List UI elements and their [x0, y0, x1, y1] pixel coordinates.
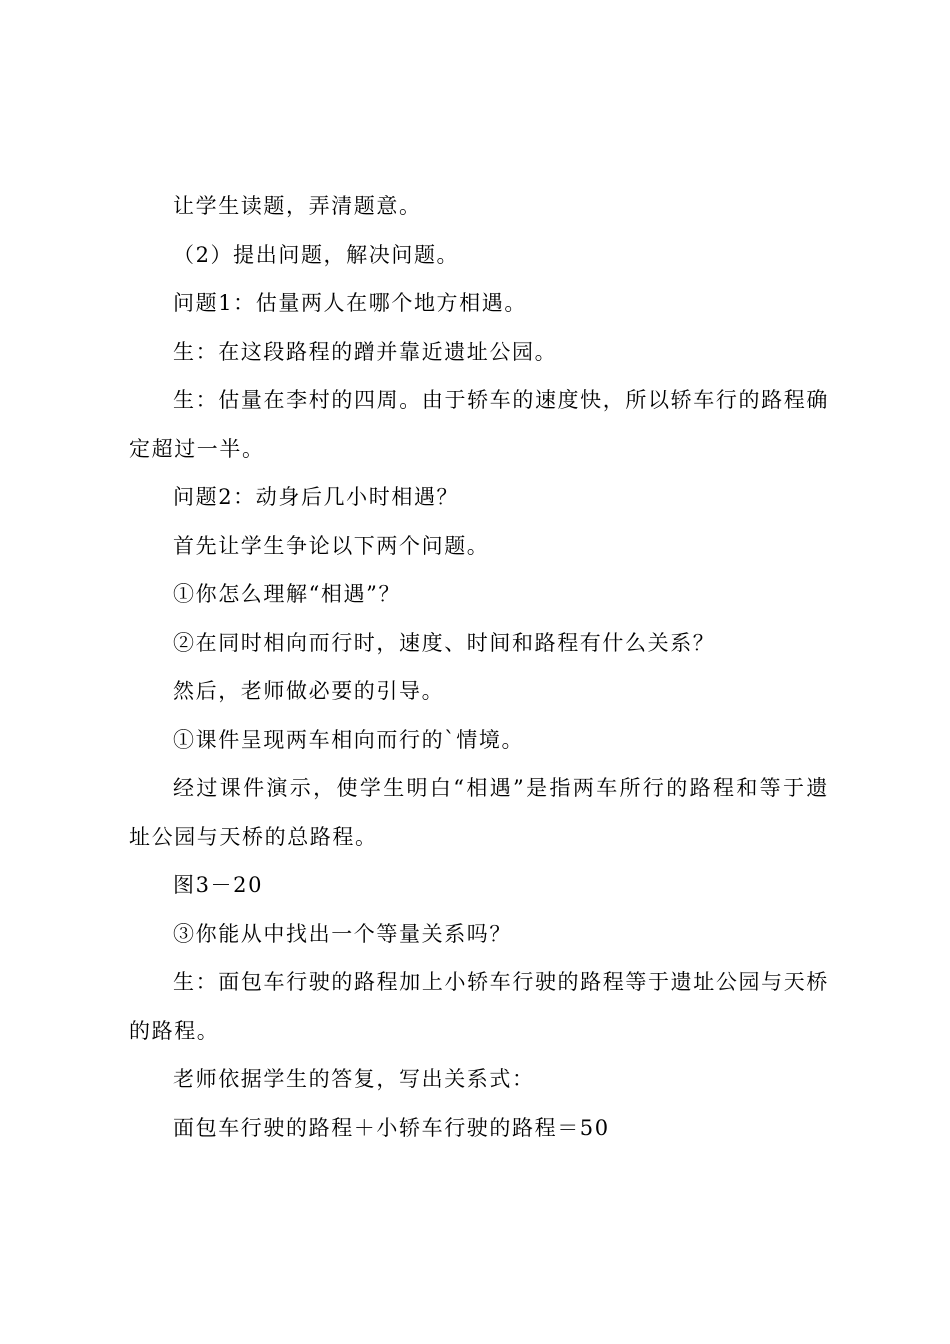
document-body: [129, 182, 829, 1152]
paragraph-teacher-relation: 老师依据学生的答复，写出关系式：: [173, 1067, 535, 1091]
paragraph-demo-explanation: 经过课件演示，使学生明白“相遇”是指两车所行的路程和等于遗址公园与天桥的总路程。: [129, 776, 829, 849]
paragraph-question-2: 问题2：动身后几小时相遇？: [173, 485, 460, 509]
paragraph-discussion-intro: 首先让学生争论以下两个问题。: [173, 533, 490, 558]
paragraph-student-answer-2: 生：估量在李村的四周。由于轿车的速度快，所以轿车行的路程确定超过一半。: [129, 388, 829, 461]
paragraph-equation-question: ③你能从中找出一个等量关系吗？: [173, 921, 512, 946]
paragraph-student-answer-1: 生：在这段路程的蹭并靠近遗址公园。: [173, 339, 558, 364]
paragraph-equation: 面包车行驶的路程＋小轿车行驶的路程＝50: [173, 1115, 610, 1140]
paragraph-courseware: ①课件呈现两车相向而行的`情境。: [173, 727, 525, 752]
paragraph-question-1: 问题1：估量两人在哪个地方相遇。: [173, 291, 527, 315]
paragraph-figure-caption: 图3－20: [173, 873, 264, 897]
paragraph-student-answer-3: 生：面包车行驶的路程加上小轿车行驶的路程等于遗址公园与天桥的路程。: [129, 970, 829, 1043]
paragraph-read-question: 让学生读题，弄清题意。: [173, 194, 422, 218]
paragraph-discussion-item-2: ②在同时相向而行时，速度、时间和路程有什么关系？: [173, 630, 716, 655]
paragraph-teacher-guide: 然后，老师做必要的引导。: [173, 679, 445, 703]
paragraph-discussion-item-1: ①你怎么理解“相遇”？: [173, 582, 402, 606]
paragraph-step-2: （2）提出问题，解决问题。: [173, 242, 460, 267]
